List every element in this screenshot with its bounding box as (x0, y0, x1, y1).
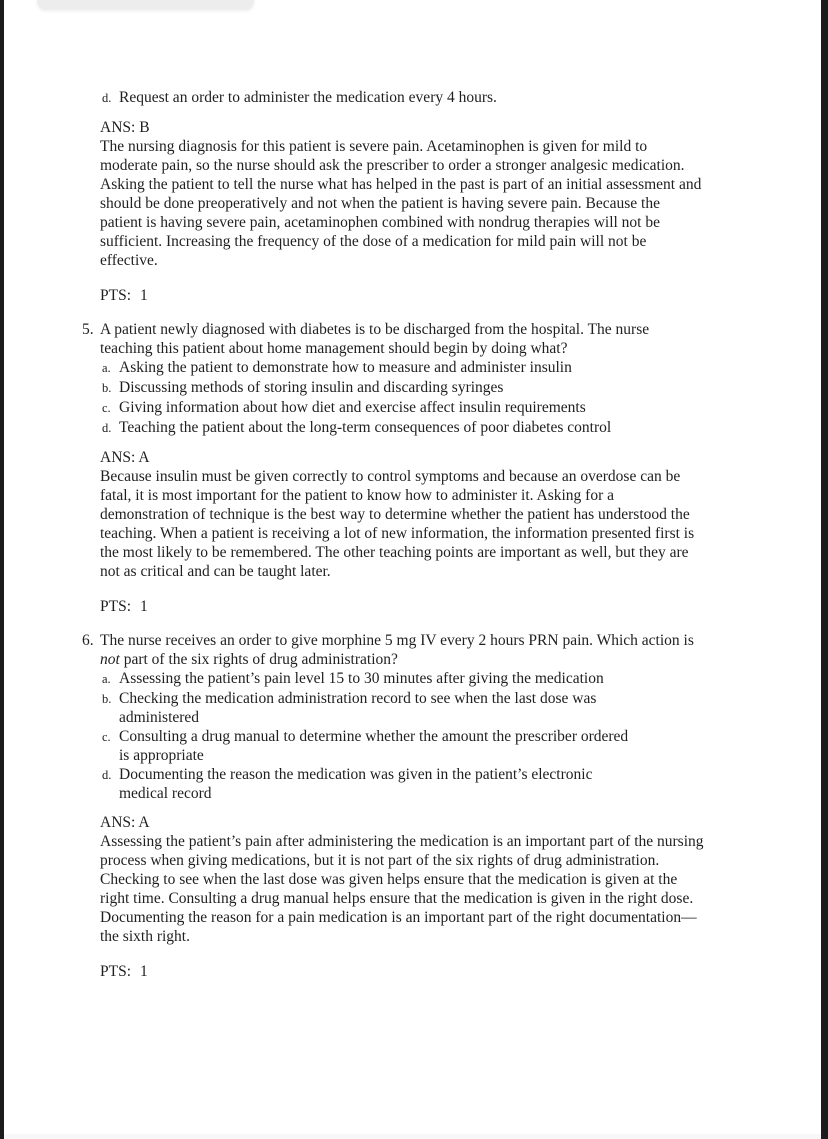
answer-line: ANS: B (100, 119, 150, 136)
option-line: administered (119, 709, 200, 726)
answer-explanation (100, 832, 828, 946)
answer-option (0, 88, 828, 108)
question-line: teaching this patient about home management should begin by doing what? (100, 340, 568, 357)
points-line (100, 286, 828, 305)
explanation-line: effective. (100, 252, 158, 269)
pts-value: 1 (140, 287, 148, 304)
qa-block-q6 (0, 631, 828, 981)
option-text (119, 727, 628, 765)
answer-option (0, 418, 828, 438)
partial-bottom-bar (4, 1134, 821, 1139)
option-line: Checking the medication administration record to see when the last dose was (119, 690, 597, 707)
explanation-line: Because insulin must be given correctly to control symptoms and because an overdose can be (100, 468, 681, 485)
pts-label: PTS: (100, 287, 132, 304)
emphasized-text: not (100, 651, 120, 668)
points-line (100, 597, 828, 616)
option-letter: c. (102, 401, 111, 415)
answer-option (0, 689, 828, 727)
explanation-line: patient is having severe pain, acetaminophen combined with nondrug therapies will not be (100, 214, 660, 231)
answer-line: ANS: A (100, 449, 150, 466)
option-letter: d. (102, 421, 112, 435)
answer-option (0, 669, 828, 689)
option-text (119, 418, 611, 437)
option-text (119, 398, 586, 417)
explanation-line: the sixth right. (100, 928, 190, 945)
option-line: Documenting the reason the medication was given in the patient’s electronic (119, 766, 593, 783)
option-letter: d. (102, 768, 112, 782)
explanation-line: not as critical and can be taught later. (100, 563, 331, 580)
option-letter: d. (102, 91, 112, 105)
option-line: Giving information about how diet and exercise affect insulin requirements (119, 399, 586, 416)
option-text (119, 358, 572, 377)
answer-option (0, 398, 828, 418)
qa-block-q4-tail (0, 88, 828, 305)
document-page (0, 88, 828, 981)
option-text (119, 88, 497, 107)
question-line: A patient newly diagnosed with diabetes is to be discharged from the hospital. The nurse (100, 321, 650, 338)
question-row (0, 631, 828, 669)
option-letter: b. (102, 381, 112, 395)
explanation-line: fatal, it is most important for the patient to know how to administer it. Asking for a (100, 487, 615, 504)
answer-explanation (100, 467, 828, 581)
option-line: Teaching the patient about the long-term consequences of poor diabetes control (119, 419, 612, 436)
explanation-line: Checking to see when the last dose was given helps ensure that the medication is given at the (100, 871, 678, 888)
option-text (119, 689, 596, 727)
question-text (100, 631, 694, 669)
option-line: Discussing methods of storing insulin and discarding syringes (119, 379, 504, 396)
explanation-line: sufficient. Increasing the frequency of the dose of a medication for mild pain will not be (100, 233, 647, 250)
option-text (119, 765, 592, 803)
explanation-line: Documenting the reason for a pain medication is an important part of the right documentation— (100, 909, 697, 926)
option-text (119, 378, 503, 397)
explanation-line: The nursing diagnosis for this patient is severe pain. Acetaminophen is given for mild to (100, 138, 648, 155)
explanation-line: process when giving medications, but it is not part of the six rights of drug administration. (100, 852, 660, 869)
option-line: Assessing the patient’s pain level 15 to 30 minutes after giving the medication (119, 670, 604, 687)
explanation-line: teaching. When a patient is receiving a lot of new information, the information presented first is (100, 525, 695, 542)
question-line: The nurse receives an order to give morphine 5 mg IV every 2 hours PRN pain. Which action is (100, 632, 694, 649)
option-letter: c. (102, 730, 111, 744)
option-line: medical record (119, 785, 212, 802)
question-row (0, 320, 828, 358)
explanation-line: right time. Consulting a drug manual helps ensure that the medication is given in the right dose. (100, 890, 694, 907)
pts-label: PTS: (100, 598, 132, 615)
qa-block-q5 (0, 320, 828, 616)
explanation-line: moderate pain, so the nurse should ask the prescriber to order a stronger analgesic medication. (100, 157, 685, 174)
answer-option (0, 358, 828, 378)
option-text (119, 669, 604, 688)
answer-option (0, 765, 828, 803)
points-line (100, 962, 828, 981)
option-line: is appropriate (119, 747, 204, 764)
explanation-line: should be done preoperatively and not when the patient is having severe pain. Because the (100, 195, 660, 212)
option-line: Consulting a drug manual to determine whether the amount the prescriber ordered (119, 728, 629, 745)
answer-option (0, 727, 828, 765)
option-letter: a. (102, 672, 111, 686)
question-number: 6. (82, 632, 94, 649)
explanation-line: Assessing the patient’s pain after administering the medication is an important part of the nursing (100, 833, 704, 850)
question-number: 5. (82, 321, 94, 338)
explanation-line: demonstration of technique is the best way to determine whether the patient has understood the (100, 506, 690, 523)
option-line: Request an order to administer the medication every 4 hours. (119, 89, 497, 106)
answer-line: ANS: A (100, 814, 150, 831)
question-line (100, 650, 694, 669)
option-letter: a. (102, 361, 111, 375)
plain-text: part of the six rights of drug administration? (119, 651, 398, 668)
explanation-line: Asking the patient to tell the nurse what has helped in the past is part of an initial assessment and (100, 176, 702, 193)
pts-value: 1 (140, 598, 148, 615)
pts-label: PTS: (100, 963, 132, 980)
option-letter: b. (102, 692, 112, 706)
explanation-line: the most likely to be remembered. The other teaching points are important as well, but they are (100, 544, 689, 561)
answer-option (0, 378, 828, 398)
answer-explanation (100, 137, 828, 270)
partial-toolbar-pill[interactable] (37, 0, 254, 9)
option-line: Asking the patient to demonstrate how to measure and administer insulin (119, 359, 572, 376)
pts-value: 1 (140, 963, 148, 980)
question-text (100, 320, 649, 358)
